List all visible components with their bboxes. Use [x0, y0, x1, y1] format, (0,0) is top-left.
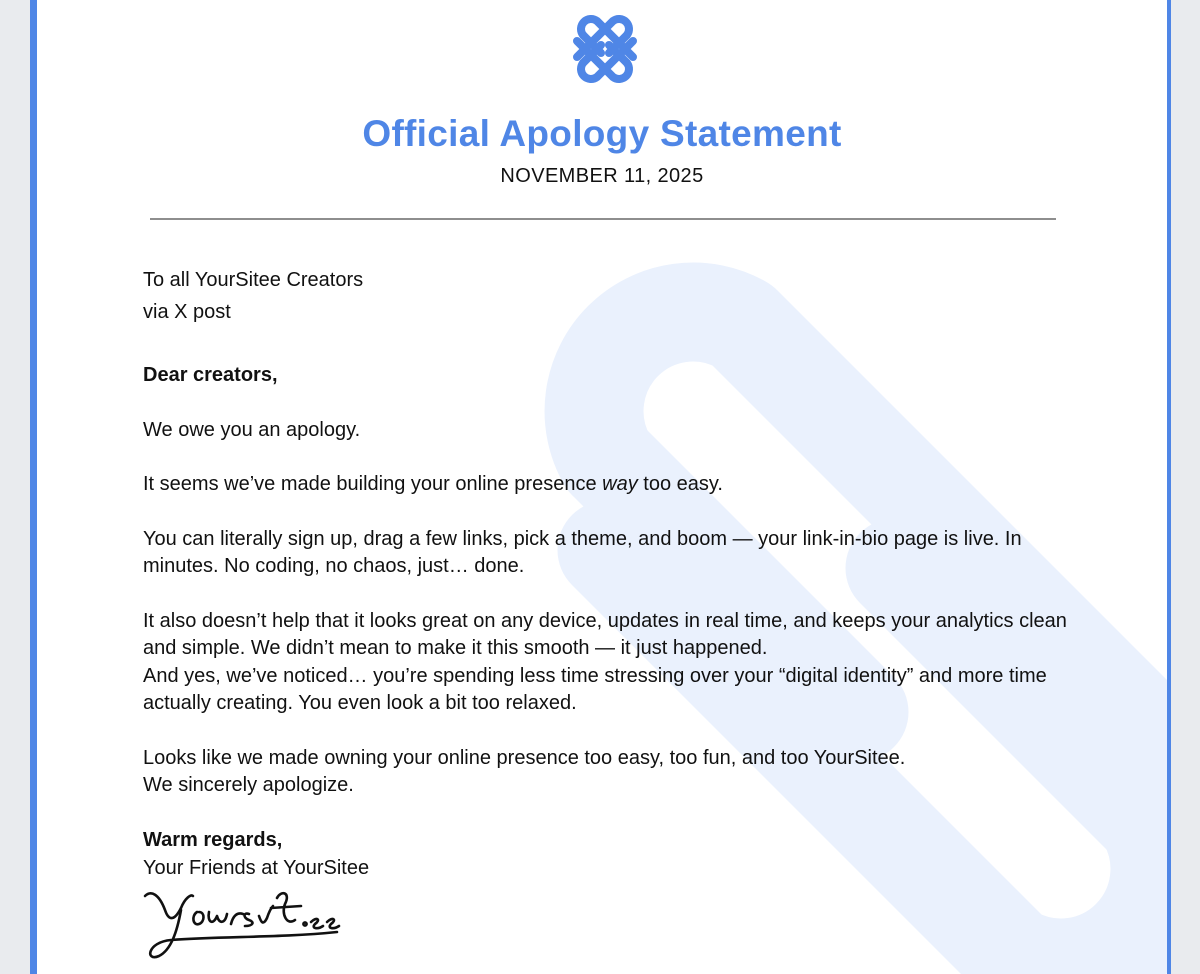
closing-block [143, 826, 369, 882]
header-divider [150, 218, 1056, 220]
p5-line-1: Looks like we made owning your online presence too easy, too fun, and too YourSitee. [143, 746, 906, 769]
document-title: Official Apology Statement [362, 113, 842, 154]
p5-line-2: We sincerely apologize. [143, 774, 354, 796]
handwritten-signature [141, 886, 351, 966]
p4-line-1: It also doesn’t help that it looks great on any device, updates in real time, and keeps your analytics clean and simple. We didn’t mean to make it this smooth — it just happened. [143, 609, 1067, 659]
recipient-channel: via X post [143, 301, 231, 323]
p2-text-end: too easy. [637, 473, 723, 495]
paragraph-too-easy [143, 471, 1073, 499]
paragraph-apology: We owe you an apology. [143, 418, 361, 441]
page-left-border [30, 0, 37, 974]
paragraph-conclusion [143, 745, 1073, 800]
yoursitee-logo-icon [568, 12, 642, 86]
closing-line: Warm regards, [143, 829, 283, 851]
letter-page [37, 0, 1167, 974]
paragraph-features [143, 608, 1073, 718]
document-date: NOVEMBER 11, 2025 [500, 165, 704, 187]
greeting: Dear creators, [143, 364, 278, 386]
paragraph-sign-up: You can literally sign up, drag a few links, pick a theme, and boom — your link-in-bio page is live. In minutes. No coding, no chaos, just… done. [143, 527, 1022, 577]
p4-line-2: And yes, we’ve noticed… you’re spending less time stressing over your “digital identity” and more time actually creating. You even look a bit too relaxed. [143, 664, 1047, 714]
p2-emphasis: way [602, 473, 638, 495]
recipient-line: To all YourSitee Creators [143, 269, 364, 291]
letter-body [143, 362, 1073, 827]
p2-text-start: It seems we’ve made building your online presence [143, 473, 603, 495]
signoff-line: Your Friends at YourSitee [143, 857, 370, 879]
